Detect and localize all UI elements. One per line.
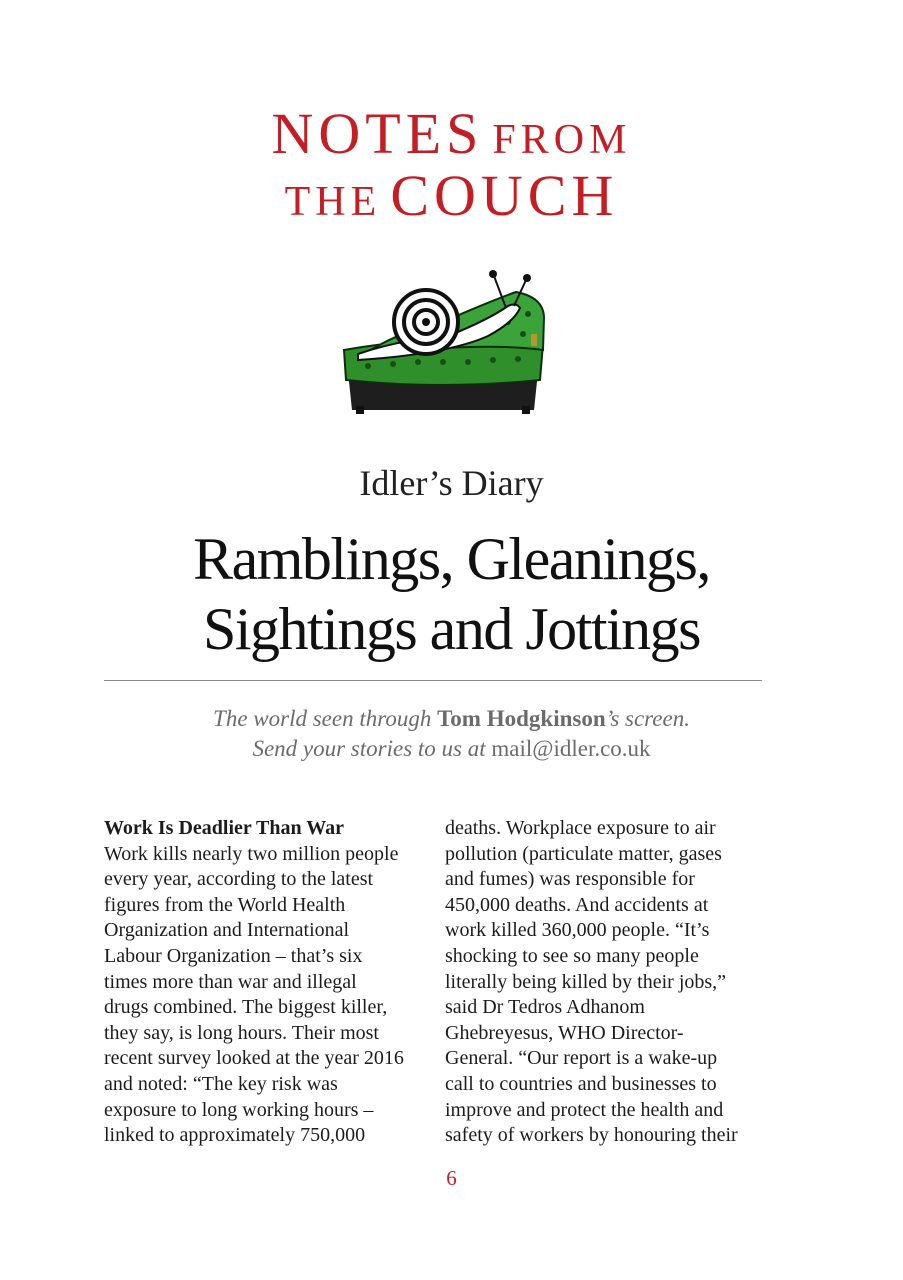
body-line: Ghebreyesus, WHO Director- (445, 1021, 684, 1044)
section-title-notes: NOTES (271, 101, 484, 166)
body-line: every year, according to the latest (104, 868, 374, 891)
kicker: Idler’s Diary (359, 463, 544, 503)
snail-on-couch-illustration (338, 262, 548, 422)
standfirst-line1 (0, 704, 903, 734)
body-line: literally being killed by their jobs,” (445, 970, 727, 993)
body-line: safety of workers by honouring their (445, 1124, 738, 1147)
section-title-couch: COUCH (390, 163, 619, 228)
standfirst-intro: The world seen through (213, 706, 432, 731)
divider-rule (104, 680, 762, 681)
body-line: exposure to long working hours – (104, 1098, 374, 1121)
body-line: deaths. Workplace exposure to air (445, 817, 716, 839)
section-title-the: THE (284, 179, 382, 225)
author-name: Tom Hodgkinson (437, 706, 606, 731)
section-title-line2 (0, 162, 903, 229)
body-line: Organization and International (104, 919, 350, 942)
body-line: and fumes) was responsible for (445, 868, 695, 891)
body-line: recent survey looked at the year 2016 (104, 1047, 404, 1070)
standfirst-line2 (0, 734, 903, 764)
body-line: call to countries and businesses to (445, 1072, 717, 1095)
body-line: improve and protect the health and (445, 1098, 724, 1121)
body-line: 450,000 deaths. And accidents at (445, 893, 709, 916)
page-number: 6 (446, 1166, 457, 1190)
body-line: work killed 360,000 people. “It’s (445, 919, 710, 942)
body-line: pollution (particulate matter, gases (445, 842, 722, 865)
article-column-1 (104, 816, 424, 1149)
body-line: said Dr Tedros Adhanom (445, 996, 645, 1019)
standfirst-suffix: ’s screen. (605, 706, 690, 731)
headline-line1: Ramblings, Gleanings, (193, 526, 710, 592)
headline-line2: Sightings and Jottings (202, 596, 701, 662)
body-line: Labour Organization – that’s six (104, 944, 363, 967)
body-line: figures from the World Health (104, 893, 346, 916)
standfirst-send-text: Send your stories to us at (252, 736, 486, 761)
section-title-from: FROM (492, 117, 632, 163)
body-line: they say, is long hours. Their most (104, 1021, 379, 1044)
body-line: times more than war and illegal (104, 970, 357, 993)
body-line: linked to approximately 750,000 (104, 1124, 366, 1147)
body-line: shocking to see so many people (445, 944, 699, 967)
email-link[interactable]: mail@idler.co.uk (491, 736, 651, 761)
section-title-line1 (0, 100, 903, 167)
article-column-2 (445, 816, 765, 1149)
article-subhead: Work Is Deadlier Than War (104, 817, 345, 839)
body-line: drugs combined. The biggest killer, (104, 996, 388, 1019)
body-line: General. “Our report is a wake-up (445, 1047, 718, 1070)
body-line: Work kills nearly two million people (104, 842, 399, 865)
body-line: and noted: “The key risk was (104, 1072, 338, 1095)
